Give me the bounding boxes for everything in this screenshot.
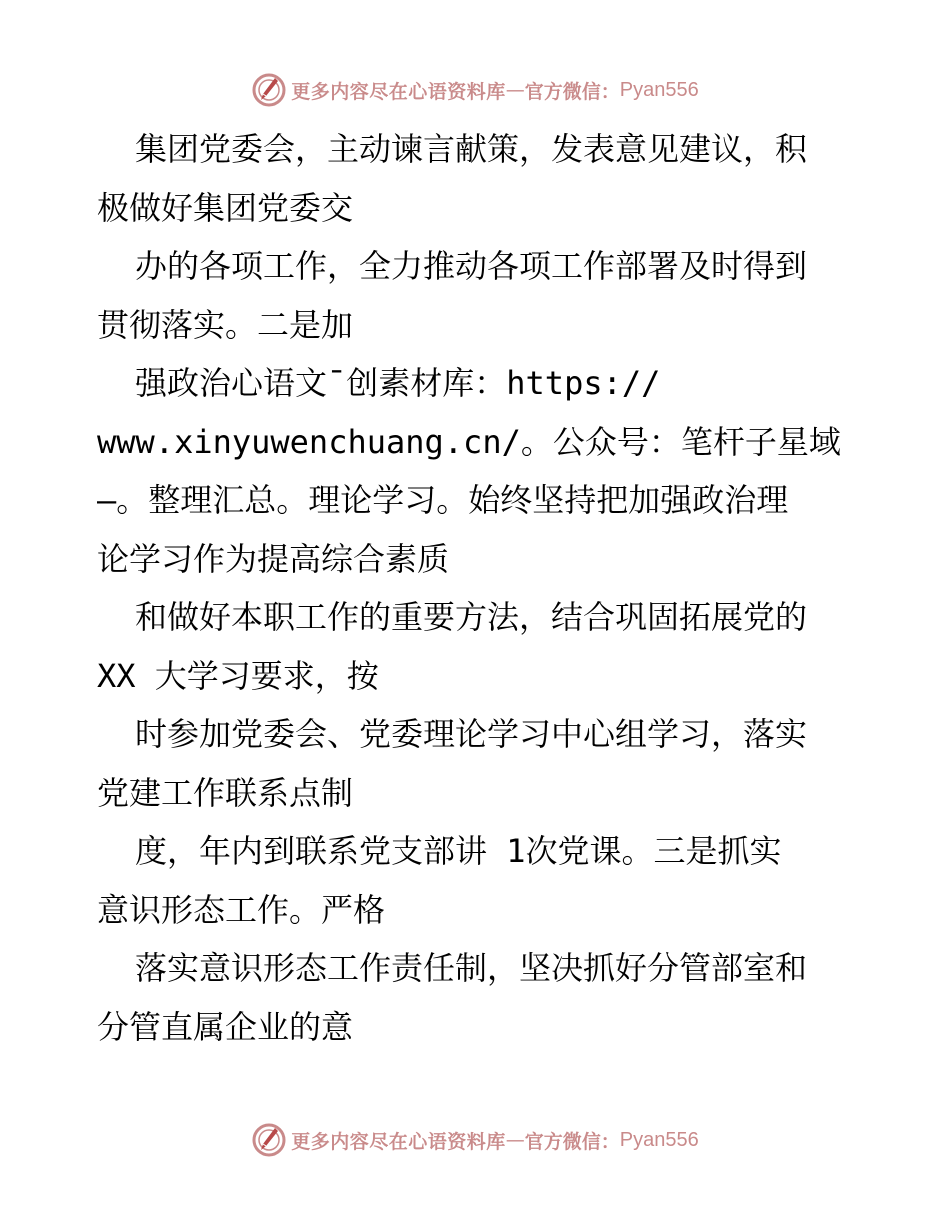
- footer-banner: [0, 1120, 950, 1160]
- text-line: 集团党委会，主动谏言献策，发表意见建议，积: [135, 130, 808, 168]
- text-line: 和做好本职工作的重要方法，结合巩固拓展党的: [135, 598, 808, 636]
- footer-separator: —: [505, 1129, 525, 1151]
- text-line: —。整理汇总。理论学习。始终坚持把加强政治理: [97, 481, 789, 519]
- text-line: 时参加党委会、党委理论学习中心组学习，落实: [135, 715, 808, 753]
- text-line: 办的各项工作，全力推动各项工作部署及时得到: [135, 247, 808, 285]
- text-line: 意识形态工作。严格: [97, 890, 386, 929]
- footer-brand-text: 更多内容尽在心语资料库: [291, 1130, 506, 1153]
- text-line: 分管直属企业的意: [97, 1007, 354, 1046]
- text-line: www.xinyuwenchuang.cn/。公众号：笔杆子星域: [97, 422, 841, 461]
- text-line: XX 大学习要求，按: [97, 656, 379, 695]
- header-wechat-id: Pyan556: [619, 78, 699, 101]
- text-line: 党建工作联系点制: [97, 773, 354, 812]
- footer-wechat-id: Pyan556: [619, 1128, 699, 1151]
- header-wechat-label: 官方微信：: [524, 80, 620, 103]
- text-line: 极做好集团党委交: [97, 188, 354, 227]
- footer-wechat-label: 官方微信：: [524, 1130, 620, 1153]
- text-line: 论学习作为提高综合素质: [97, 539, 450, 578]
- header-brand-text: 更多内容尽在心语资料库: [291, 80, 506, 103]
- text-line: 强政治心语文¯创素材库：https://: [135, 364, 661, 402]
- header-banner: [0, 70, 950, 110]
- quill-pen-circle-icon: [251, 72, 287, 108]
- document-body: [97, 120, 857, 1056]
- text-line: 落实意识形态工作责任制，坚决抓好分管部室和: [135, 949, 808, 987]
- text-line: 度，年内到联系党支部讲 1次党课。三是抓实: [135, 832, 782, 870]
- text-line: 贯彻落实。二是加: [97, 305, 354, 344]
- quill-pen-circle-icon: [251, 1122, 287, 1158]
- header-separator: —: [505, 79, 525, 101]
